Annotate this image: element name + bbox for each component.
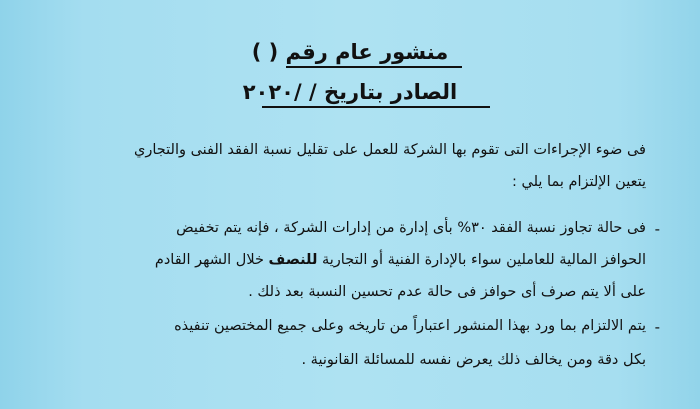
item-1-bullet: - <box>654 220 660 238</box>
item-2-line-1: يتم الالتزام بما ورد بهذا المنشور اعتباراً من تاريخه وعلى جميع المختصين تنفيذه <box>174 318 646 334</box>
title-underline <box>286 66 462 68</box>
document-title: منشور عام رقم ( ) <box>251 40 449 64</box>
item-1-line-2-part-2: خلال الشهر القادم <box>154 252 269 268</box>
item-1-line-1: فى حالة تجاوز نسبة الفقد ٣٠% بأى إدارة من إدارات الشركة ، فإنه يتم تخفيض <box>176 220 646 236</box>
item-1-line-3: على ألا يتم صرف أى حوافز فى حالة عدم تحسين النسبة بعد ذلك . <box>248 284 646 300</box>
intro-line-2: يتعين الإلتزام بما يلي : <box>512 174 646 190</box>
item-1-line-2-part-1: الحوافز المالية للعاملين سواء بالإدارة الفنية أو التجارية <box>317 252 646 268</box>
item-2-line-2: بكل دقة ومن يخالف ذلك يعرض نفسه للمسائلة القانونية . <box>301 352 646 368</box>
item-1-line-2 <box>155 252 646 268</box>
item-2-bullet: - <box>654 318 660 336</box>
date-line: الصادر بتاريخ / /٢٠٢٠ <box>242 80 458 104</box>
date-underline <box>262 106 490 108</box>
item-1-emphasis: للنصف <box>268 252 318 268</box>
intro-line-1: فى ضوء الإجراءات التى تقوم بها الشركة للعمل على تقليل نسبة الفقد الفنى والتجاري <box>134 142 646 158</box>
